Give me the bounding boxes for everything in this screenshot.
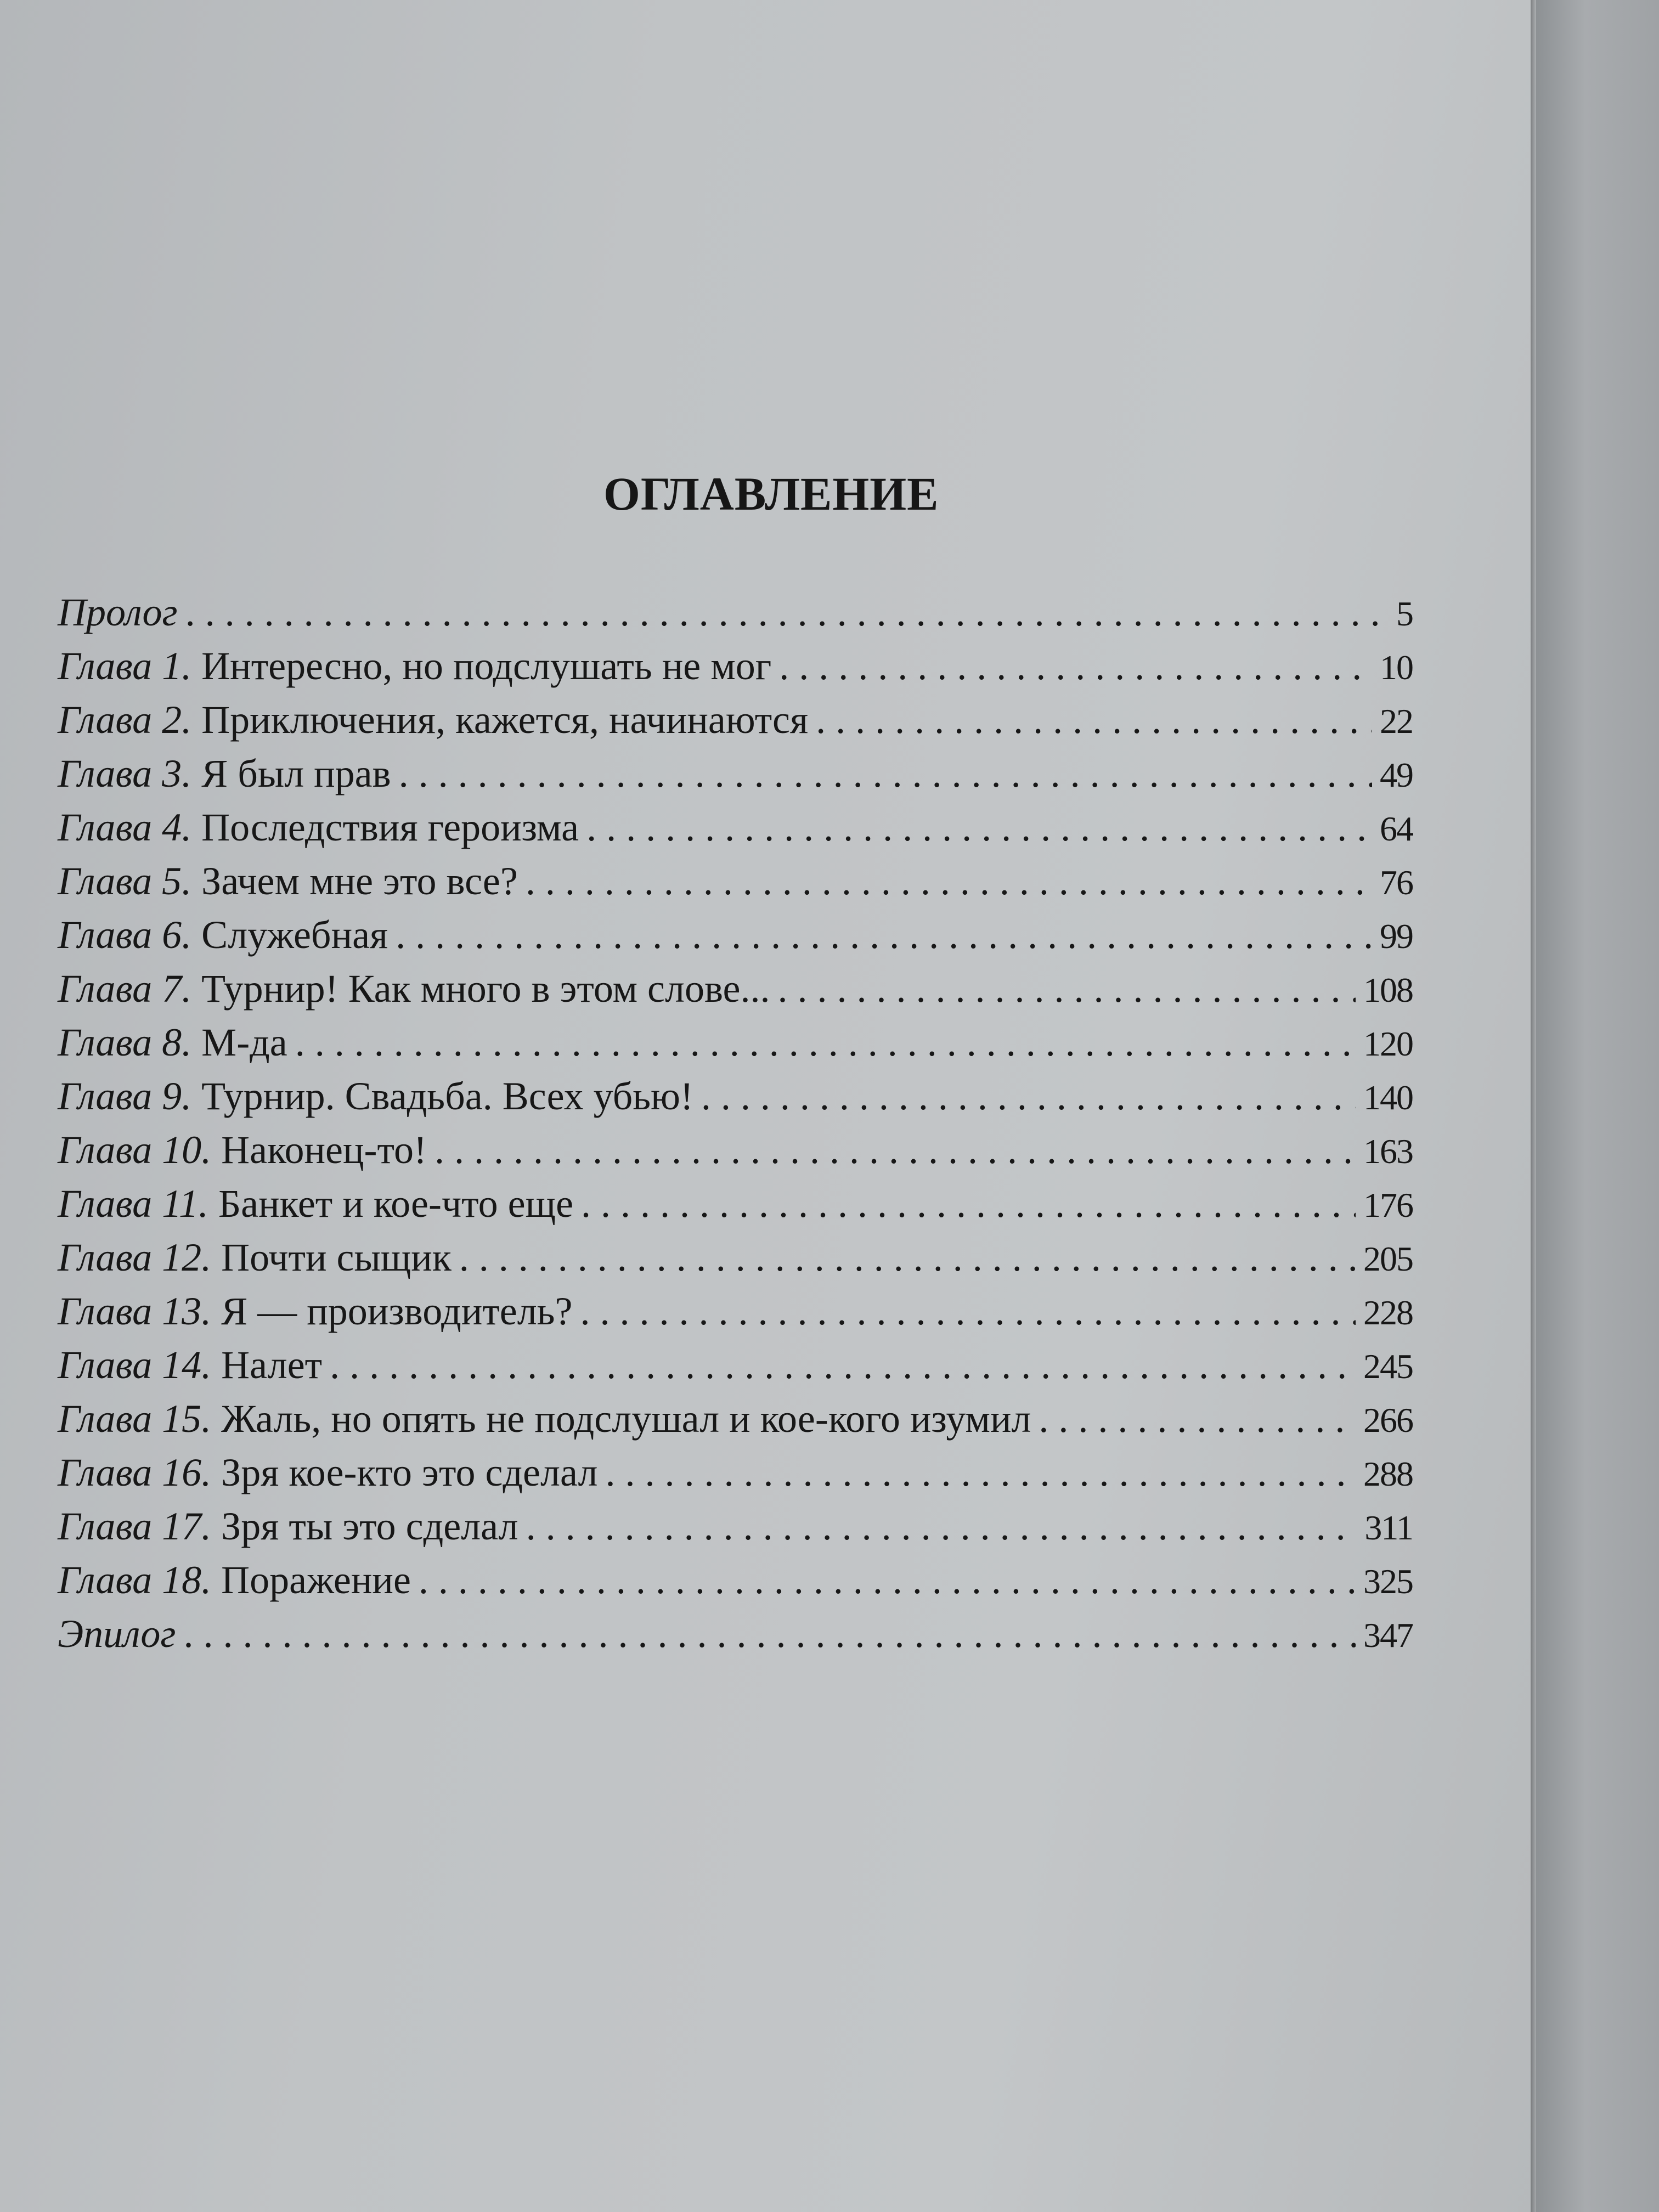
toc-entry-page-number: 266 [1363, 1401, 1413, 1440]
toc-entry-title: Приключения, кажется, начинаются [201, 698, 809, 742]
toc-entry-page-number: 228 [1363, 1293, 1413, 1332]
toc-entry-page-number: 347 [1363, 1616, 1413, 1655]
toc-entry-label: Глава 4. [58, 805, 192, 849]
toc-entry-label: Глава 3. [58, 752, 192, 795]
toc-entry [58, 697, 1413, 751]
toc-entry [58, 590, 1413, 644]
toc-entry [58, 1504, 1413, 1558]
toc-entry-title: Налет [221, 1343, 323, 1387]
dot-leader [184, 1611, 1356, 1657]
toc-entry-page-number: 22 [1380, 702, 1413, 741]
facing-page-edge [1536, 0, 1659, 2212]
toc-entry-label: Глава 1. [58, 644, 192, 688]
toc-entry-label: Глава 6. [58, 913, 192, 957]
toc-entry-label: Глава 11. [58, 1182, 208, 1226]
toc-entry [58, 966, 1413, 1020]
toc-entry-page-number: 288 [1363, 1454, 1413, 1493]
toc-entry-page-number: 64 [1380, 809, 1413, 848]
toc-entry-label: Глава 17. [58, 1504, 212, 1548]
dot-leader [586, 805, 1372, 850]
toc-entry-page-number: 120 [1363, 1024, 1413, 1063]
dot-leader [459, 1235, 1356, 1280]
toc-entry-title: Зачем мне это все? [201, 859, 518, 903]
dot-leader [580, 1289, 1356, 1334]
toc-entry-title: М-да [201, 1020, 287, 1064]
dot-leader [816, 697, 1372, 743]
dot-leader [526, 859, 1372, 904]
toc-entry-page-number: 163 [1363, 1132, 1413, 1171]
toc-entry-title: Банкет и кое-что еще [218, 1182, 574, 1226]
toc-entry-label: Глава 16. [58, 1451, 212, 1494]
toc-entry-label: Глава 9. [58, 1074, 192, 1118]
toc-entry [58, 1396, 1413, 1450]
toc-entry [58, 1342, 1413, 1396]
toc-entry-label: Глава 8. [58, 1020, 192, 1064]
toc-entry-label: Глава 5. [58, 859, 192, 903]
page-title: ОГЛАВЛЕНИЕ [603, 467, 939, 520]
dot-leader [779, 644, 1372, 689]
toc-entry [58, 1181, 1413, 1235]
toc-entry [58, 1074, 1413, 1127]
toc-entry-title: Я — производитель? [221, 1289, 573, 1333]
toc-entry-title: Я был прав [201, 752, 391, 795]
toc-entry [58, 805, 1413, 859]
toc-entry-title: Турнир! Как много в этом слове... [201, 967, 770, 1011]
toc-entry [58, 912, 1413, 966]
toc-entry-label: Глава 13. [58, 1289, 212, 1333]
toc-entry-label: Глава 2. [58, 698, 192, 742]
toc-entry-label: Пролог [58, 590, 178, 634]
dot-leader [419, 1558, 1356, 1603]
toc-entry [58, 1558, 1413, 1611]
dot-leader [396, 912, 1372, 958]
toc-entry-label: Глава 7. [58, 967, 192, 1011]
toc-entry-title: Почти сыщик [221, 1235, 452, 1279]
toc-entry [58, 1127, 1413, 1181]
toc-entry-title: Турнир. Свадьба. Всех убью! [201, 1074, 693, 1118]
dot-leader [1039, 1396, 1356, 1442]
dot-leader [185, 590, 1383, 635]
toc-entry [58, 1020, 1413, 1074]
toc-entry-label: Глава 12. [58, 1235, 212, 1279]
toc-entry-title: Поражение [221, 1558, 411, 1602]
dot-leader [701, 1074, 1356, 1119]
toc-entry-label: Глава 18. [58, 1558, 212, 1602]
toc-entry [58, 644, 1413, 697]
toc-entry-label: Эпилог [58, 1612, 176, 1656]
toc-entry-title: Наконец-то! [221, 1128, 427, 1172]
dot-leader [295, 1020, 1356, 1065]
toc-entry-title: Зря ты это сделал [221, 1504, 518, 1548]
toc-entry-page-number: 205 [1363, 1239, 1413, 1278]
dot-leader [435, 1127, 1356, 1173]
toc-entry-page-number: 76 [1380, 863, 1413, 902]
toc-entry-title: Последствия героизма [201, 805, 579, 849]
toc-entry-page-number: 140 [1363, 1078, 1413, 1117]
toc-entry-page-number: 108 [1363, 970, 1413, 1009]
dot-leader [526, 1504, 1357, 1549]
toc-entry-label: Глава 15. [58, 1397, 212, 1441]
toc-entry [58, 1450, 1413, 1504]
toc-entry-page-number: 325 [1363, 1562, 1413, 1601]
toc-entry-page-number: 5 [1396, 594, 1413, 633]
toc-entry [58, 751, 1413, 805]
toc-entry-page-number: 99 [1380, 917, 1413, 956]
dot-leader [581, 1181, 1356, 1227]
toc-entry-title: Служебная [201, 913, 388, 957]
toc-entry [58, 859, 1413, 912]
toc-entry [58, 1235, 1413, 1289]
dot-leader [330, 1342, 1356, 1388]
toc-entry-label: Глава 10. [58, 1128, 212, 1172]
toc-entry-page-number: 245 [1363, 1347, 1413, 1386]
toc-entry-title: Жаль, но опять не подслушал и кое-кого изумил [221, 1397, 1031, 1441]
dot-leader [605, 1450, 1356, 1496]
table-of-contents [58, 590, 1413, 1665]
toc-entry-page-number: 311 [1364, 1508, 1413, 1547]
toc-entry-label: Глава 14. [58, 1343, 212, 1387]
dot-leader [399, 751, 1372, 797]
toc-entry-page-number: 176 [1363, 1186, 1413, 1224]
toc-entry-page-number: 10 [1380, 648, 1413, 687]
dot-leader [777, 966, 1356, 1012]
toc-entry-title: Интересно, но подслушать не мог [201, 644, 772, 688]
toc-entry-page-number: 49 [1380, 755, 1413, 794]
toc-entry [58, 1611, 1413, 1665]
toc-entry-title: Зря кое-кто это сделал [221, 1451, 598, 1494]
toc-entry [58, 1289, 1413, 1342]
